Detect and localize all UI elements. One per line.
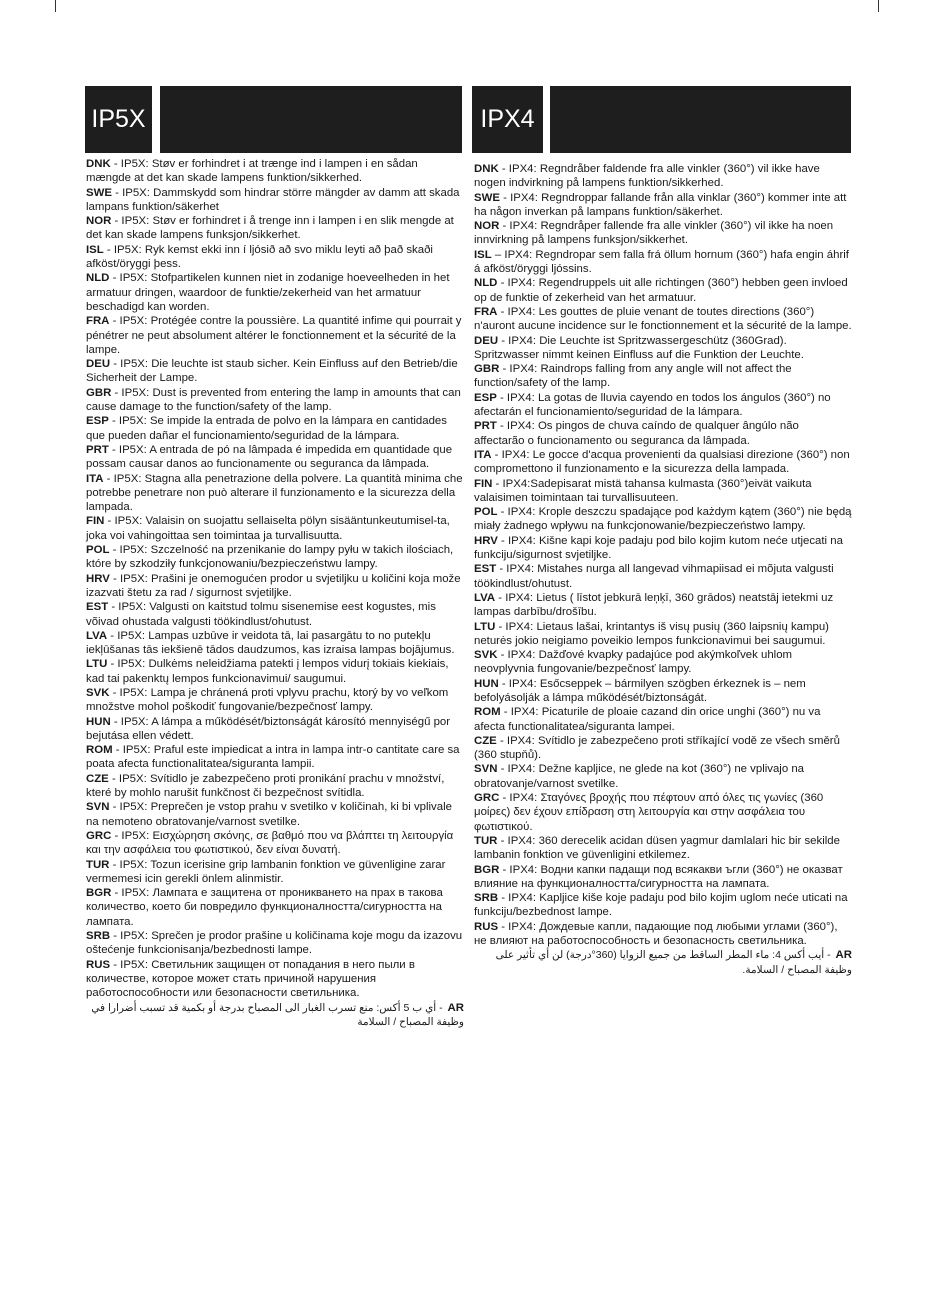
language-code: GBR	[86, 386, 112, 399]
language-code: HUN	[474, 677, 499, 690]
language-text: - IPX4: Os pingos de chuva caíndo de qualquer ângúlo não affectarão o funcionamento ou seguranca da lâmpada.	[474, 420, 799, 447]
language-code: SWE	[474, 191, 500, 204]
language-entry-fra	[86, 314, 464, 357]
language-text: - IPX4: Regndroppar fallande från alla vinklar (360°) kommer inte att ha någon inverkan på lampans funktion/säkerhet.	[474, 191, 847, 218]
language-code: NLD	[86, 272, 110, 285]
language-code: SVK	[474, 649, 498, 662]
language-text: - IP5X: Ryk kemst ekki inn í ljósið að svo miklu leyti að það skaði afköst/öryggi þess.	[86, 243, 433, 271]
language-text: - IPX4: 360 derecelik acidan düsen yagmur damlalari hic bir sekilde lambanin fonktion ve güvenligini etkilemez.	[474, 834, 840, 862]
language-code: ESP	[86, 415, 109, 428]
language-code: FIN	[86, 515, 105, 528]
language-code: HRV	[474, 534, 498, 547]
language-code: ROM	[86, 744, 113, 757]
language-code: ISL	[86, 243, 104, 256]
language-code: FRA	[474, 305, 498, 318]
language-text: - IP5X: Prašini je onemogućen prodor u svjetiljku u količini koja može izazvati štetu za rad / sigurnost svjetiljke.	[86, 572, 461, 599]
language-entry-fin	[86, 514, 464, 543]
language-text: - IP5X: A lámpa a működését/biztonságát károsító mennyiségű por bejutása ellen védett.	[86, 715, 451, 742]
language-entry-swe	[86, 186, 464, 215]
language-entry-srb	[474, 891, 852, 920]
language-entry-hun	[86, 715, 464, 744]
language-text: - IPX4: Водни капки падащи под всякакви ъгли (360°) не оказват влияние на функционалността/сигурността на лампата.	[474, 863, 843, 890]
language-entry-isl	[86, 243, 464, 272]
language-code: AR	[835, 949, 852, 962]
language-code: SVN	[86, 801, 110, 814]
language-code: BGR	[86, 887, 112, 900]
language-entry-gbr	[474, 362, 852, 391]
language-text: - IPX4: Lietus ( līstot jebkurā leņķī, 360 grādos) neatstāj ietekmi uz lampas darbību/drošību.	[474, 591, 834, 619]
language-entry-fra	[474, 305, 852, 334]
language-code: RUS	[86, 958, 111, 971]
language-text: - IP5X: Tozun icerisine grip lambanin fonktion ve güvenligine zarar vermemesi icin gerekli önlem alinmistir.	[86, 858, 446, 885]
language-text: - IPX4: Regndråper fallende fra alle vinkler (360°) vil ikke ha noen innvirkning på lampens funksjon/sikkerhet.	[474, 220, 834, 247]
language-code: BGR	[474, 863, 500, 876]
language-text: - IP5X: Светильник защищен от попадания в него пыли в количестве, которое может стать причиной нарушения работоспособности или безопасности светильника.	[86, 958, 415, 1000]
language-entry-dnk	[86, 157, 464, 186]
language-entry-esp	[474, 391, 852, 420]
language-entry-grc	[474, 791, 852, 834]
language-entry-ltu	[474, 620, 852, 649]
ip5x-title: IP5X	[85, 86, 152, 153]
language-code: DNK	[86, 158, 111, 170]
language-code: RUS	[474, 920, 499, 933]
language-text: - IP5X: Лампата е защитена от проникването на прах в такова количество, което би повредило функционалността/сигурността на лампата.	[86, 887, 443, 928]
language-text: - IP5X: Støv er forhindret i å trenge inn i lampen i en slik mengde at det kan skade lampens funksjon/sikkerhet.	[86, 215, 454, 242]
language-text: - IP5X: Εισχώρηση σκόνης, σε βαθμό που να βλάπτει τη λειτουργία και την ασφάλεια του φωτιστικού, δεν είναι δυνατή.	[86, 829, 454, 857]
language-text: - IPX4: Σταγόνες βροχής που πέφτουν από όλες τις γωνίες (360 μοίρες) δεν έχουν επίδραση στη λειτουργία και στην ασφάλεια του φωτιστικού.	[474, 792, 824, 833]
language-code: TUR	[474, 834, 498, 847]
language-text: - أيب أكس 4: ماء المطر الساقط من جميع الزوايا (360°درجة) لن أي تأثير على وظيفة المصباح / السلامة.	[495, 949, 852, 976]
language-text: - IP5X: Protégée contre la poussière. La quantité infime qui pourrait y pénétrer ne peut absolument altérer le fonctionnement et la sécurité de la lampe.	[86, 315, 462, 356]
language-entry-deu	[474, 334, 852, 363]
language-text: - IPX4:Sadepisarat mistä tahansa kulmasta (360°)eivät vaikuta valaisimen toimintaan tai turvallisuuteen.	[474, 477, 812, 504]
language-text: - IP5X: Svítidlo je zabezpečeno proti pronikání prachu v množství, které by mohlo narušit funkčnost či bezpečnost svítidla.	[86, 772, 445, 800]
language-entry-swe	[474, 191, 852, 220]
language-entry-nld	[86, 271, 464, 314]
language-text: – IPX4: Regndropar sem falla frá öllum hornum (360°) hafa engin áhrif á afköst/öryggi ljóssins.	[474, 248, 849, 276]
ip5x-header-bar	[160, 86, 462, 153]
language-code: NOR	[86, 215, 112, 228]
language-text: - IP5X: Praful este impiedicat a intra in lampa intr-o cantitate care sa poata afecta functionalitatea/siguranta lampii.	[86, 744, 460, 771]
language-code: POL	[474, 506, 498, 519]
language-entry-hrv	[86, 572, 464, 601]
language-entry-bgr	[86, 886, 464, 929]
language-entry-pol	[474, 505, 852, 534]
language-code: ITA	[474, 448, 492, 461]
language-entry-hun	[474, 677, 852, 706]
language-text: - IP5X: Lampas uzbūve ir veidota tā, lai pasargātu to no putekļu iekļūšanas tās iekšienē tādos daudzumos, kas izraisa lampas bojājumus.	[86, 629, 455, 657]
language-entry-cze	[474, 734, 852, 763]
language-entry-nor	[474, 219, 852, 248]
language-text: - IPX4: Дождевые капли, падающие под любыми углами (360°), не влияют на работоспособность и безопасность светильника.	[474, 920, 838, 948]
language-code: DNK	[474, 163, 499, 175]
language-text: - IPX4: Esőcseppek – bármilyen szögben érkeznek is – nem befolyásolják a lámpa működését/biztonságát.	[474, 677, 806, 704]
language-entry-hrv	[474, 534, 852, 563]
language-entry-bgr	[474, 863, 852, 892]
language-code: ISL	[474, 248, 492, 261]
language-entry-esp	[86, 414, 464, 443]
language-code: LVA	[86, 629, 108, 642]
language-text: - IPX4: Le gocce d'acqua provenienti da qualsiasi direzione (360°) non compromettono il funzionamento e la sicurezza della lampada.	[474, 448, 850, 476]
language-text: - IP5X: Die leuchte ist staub sicher. Kein Einfluss auf den Betrieb/die Sicherheit der Lampe.	[86, 358, 458, 385]
language-code: SVN	[474, 763, 498, 776]
language-entry-svk	[86, 686, 464, 715]
language-text: - IPX4: Svítidlo je zabezpečeno proti stříkající vodě ze všech směrů (360 stupňů).	[474, 734, 840, 762]
language-code: NOR	[474, 220, 500, 233]
language-code: EST	[86, 601, 109, 614]
language-text: - IP5X: A entrada de pó na lâmpada é impedida em quantidade que possam causar danos ao funcionamente ou seguranca da lâmpada.	[86, 443, 453, 471]
language-text: - IPX4: Regendruppels uit alle richtingen (360°) hebben geen invloed op de funktie of zekerheid van het armatuur.	[474, 277, 848, 304]
language-entry-pol	[86, 543, 464, 572]
language-entry-svn	[474, 762, 852, 791]
language-entry-ar	[474, 948, 852, 977]
language-text: - IP5X: Se impide la entrada de polvo en la lámpara en cantidades que pueden dañar el funcionamiento/seguridad de la lámpara.	[86, 415, 447, 442]
language-code: SVK	[86, 686, 110, 699]
language-code: HRV	[86, 572, 110, 585]
language-code: NLD	[474, 277, 498, 290]
language-text: - IP5X: Stofpartikelen kunnen niet in zodanige hoeveelheden in het armatuur dringen, waardoor de funktie/zekerheid van het armatuur beschadigd kan worden.	[86, 272, 450, 313]
language-text: - IP5X: Preprečen je vstop prahu v svetilko v količinah, ki bi vplivale na nemoteno obratovanje/varnost svetilke.	[86, 801, 452, 828]
language-entry-rom	[86, 743, 464, 772]
language-entry-isl	[474, 248, 852, 277]
language-code: TUR	[86, 858, 110, 871]
language-entry-cze	[86, 772, 464, 801]
language-text: - IPX4: Die Leuchte ist Spritzwassergeschütz (360Grad). Spritzwasser nimmt keinen Einfluss auf die Funktion der Leuchte.	[474, 334, 804, 361]
language-text: - IPX4: Dežne kapljice, ne glede na kot (360°) ne vplivajo na obratovanje/varnost svetilke.	[474, 763, 805, 790]
language-code: GRC	[86, 829, 112, 842]
language-text: - IP5X: Dulkėms neleidžiama patekti į lempos vidurį tokiais kiekiais, kad tai pakenktų lempos funkcionavimui/ saugumui.	[86, 658, 449, 685]
language-text: - IP5X: Valgusti on kaitstud tolmu sisenemise eest kogustes, mis võivad ohustada valgusti töökindlust/ohutust.	[86, 601, 436, 628]
language-code: ROM	[474, 706, 501, 719]
language-entry-tur	[86, 858, 464, 887]
language-entry-ita	[86, 472, 464, 515]
language-entry-lva	[86, 629, 464, 658]
language-text: - IP5X: Szczelność na przenikanie do lampy pyłu w takich ilościach, które by szkodziły funkcjonowaniu/bezpieczeństwu lampy.	[86, 544, 454, 571]
language-text: - IPX4: Lietaus lašai, krintantys iš visų pusių (360 laipsnių kampu) neturės jokio neigiamo poveikio lempos funkcionavimui bei saugumui.	[474, 620, 829, 647]
language-code: GBR	[474, 363, 500, 376]
language-text: - IP5X: Dammskydd som hindrar större mängder av damm att skada lampans funktion/säkerhet	[86, 186, 460, 213]
language-entry-tur	[474, 834, 852, 863]
language-code: SRB	[86, 930, 111, 943]
language-entry-fin	[474, 477, 852, 506]
language-text: - IP5X: Stagna alla penetrazione della polvere. La quantità minima che potrebbe penetrare non può alterare il funzionamento e la sicurezza della lampada.	[86, 472, 463, 514]
language-entry-ita	[474, 448, 852, 477]
crop-mark-left	[55, 0, 56, 12]
ipx4-title: IPX4	[472, 86, 543, 153]
language-entry-ar	[86, 1001, 464, 1030]
language-text: - IPX4: Dažďové kvapky padajúce pod akýmkoľvek uhlom neovplyvnia fungovanie/bezpečnosť lampy.	[474, 649, 793, 676]
language-code: PRT	[474, 420, 497, 433]
ipx4-text-column	[474, 162, 852, 977]
language-code: LTU	[86, 658, 108, 671]
language-code: FIN	[474, 477, 493, 490]
language-code: EST	[474, 563, 497, 576]
language-text: - IP5X: Sprečen je prodor prašine u količinama koje mogu da izazovu oštećenje funkcionisanja/bezbednosti lampe.	[86, 930, 463, 957]
language-text: - IPX4: Krople deszczu spadające pod każdym kątem (360°) nie będą miały żadnego wpływu na funkcjonowanie/bezpieczeństwo lampy.	[474, 506, 852, 533]
language-code: LTU	[474, 620, 496, 633]
language-entry-rus	[474, 920, 852, 949]
language-entry-lva	[474, 591, 852, 620]
language-text: - IP5X: Dust is prevented from entering the lamp in amounts that can cause damage to the function/safety of the lamp.	[86, 386, 461, 414]
language-text: - IPX4: Kapljice kiše koje padaju pod bilo kojim uglom neće uticati na funkciju/bezbednost lampe.	[474, 892, 848, 919]
language-entry-rus	[86, 958, 464, 1001]
language-code: SRB	[474, 892, 499, 905]
language-code: AR	[447, 1001, 464, 1014]
language-code: LVA	[474, 591, 496, 604]
ipx4-header-bar	[550, 86, 851, 153]
language-entry-est	[474, 562, 852, 591]
crop-mark-right	[878, 0, 879, 12]
language-code: ITA	[86, 472, 104, 485]
language-text: - IPX4: Mistahes nurga all langevad vihmapiisad ei mõjuta valgusti töökindlust/ohutust.	[474, 563, 834, 590]
language-entry-rom	[474, 705, 852, 734]
language-entry-srb	[86, 929, 464, 958]
language-text: - IP5X: Støv er forhindret i at trænge ind i lampen i en sådan mængde at det kan skade lampens funktion/sikkerhed.	[86, 158, 418, 185]
language-entry-est	[86, 600, 464, 629]
language-entry-grc	[86, 829, 464, 858]
language-text: - IPX4: Kišne kapi koje padaju pod bilo kojim kutom neće utjecati na funkciju/sigurnost svjetiljke.	[474, 534, 843, 562]
language-entry-svk	[474, 648, 852, 677]
language-entry-nor	[86, 214, 464, 243]
language-text: - IPX4: Raindrops falling from any angle will not affect the function/safety of the lamp.	[474, 363, 792, 390]
language-text: - IP5X: Valaisin on suojattu sellaiselta pölyn sisääntunkeutumisel-ta, joka voi vahingoittaa sen toimintaa ja turvallisuutta.	[86, 515, 450, 542]
language-entry-prt	[86, 443, 464, 472]
language-entry-ltu	[86, 657, 464, 686]
language-text: - أي ب 5 أكس: منع تسرب الغبار الى المصباح بدرجة أو بكمية قد تسبب أضرارا في وظيفة المصباح / السلامة	[91, 1001, 464, 1028]
language-code: DEU	[474, 334, 499, 347]
language-entry-svn	[86, 800, 464, 829]
language-text: - IPX4: Les gouttes de pluie venant de toutes directions (360°) n'auront aucune incidence sur le fonctionnement et la sécurité de la lampe.	[474, 305, 852, 333]
language-code: PRT	[86, 443, 109, 456]
language-code: DEU	[86, 358, 111, 371]
language-entry-deu	[86, 357, 464, 386]
language-code: HUN	[86, 715, 111, 728]
language-entry-gbr	[86, 386, 464, 415]
language-code: POL	[86, 544, 110, 557]
language-code: GRC	[474, 792, 500, 805]
language-entry-prt	[474, 419, 852, 448]
language-code: CZE	[474, 734, 497, 747]
language-text: - IP5X: Lampa je chránená proti vplyvu prachu, ktorý by vo veľkom množstve mohol poškodiť fungovanie/bezpečnosť lampy.	[86, 686, 449, 714]
language-code: SWE	[86, 186, 112, 199]
language-text: - IPX4: Regndråber faldende fra alle vinkler (360°) vil ikke have nogen indvirkning på lampens funktion/sikkerhed.	[474, 163, 820, 190]
language-text: - IPX4: La gotas de lluvia cayendo en todos los ángulos (360°) no afectarán el funcionamiento/seguridad de la lámpara.	[474, 391, 831, 419]
language-entry-nld	[474, 276, 852, 305]
language-text: - IPX4: Picaturile de ploaie cazand din orice unghi (360°) nu va afecta functionalitatea/siguranta lampei.	[474, 706, 821, 733]
language-code: CZE	[86, 772, 109, 785]
language-entry-dnk	[474, 162, 852, 191]
language-code: FRA	[86, 315, 110, 328]
ip5x-text-column	[86, 157, 464, 1029]
language-code: ESP	[474, 391, 497, 404]
